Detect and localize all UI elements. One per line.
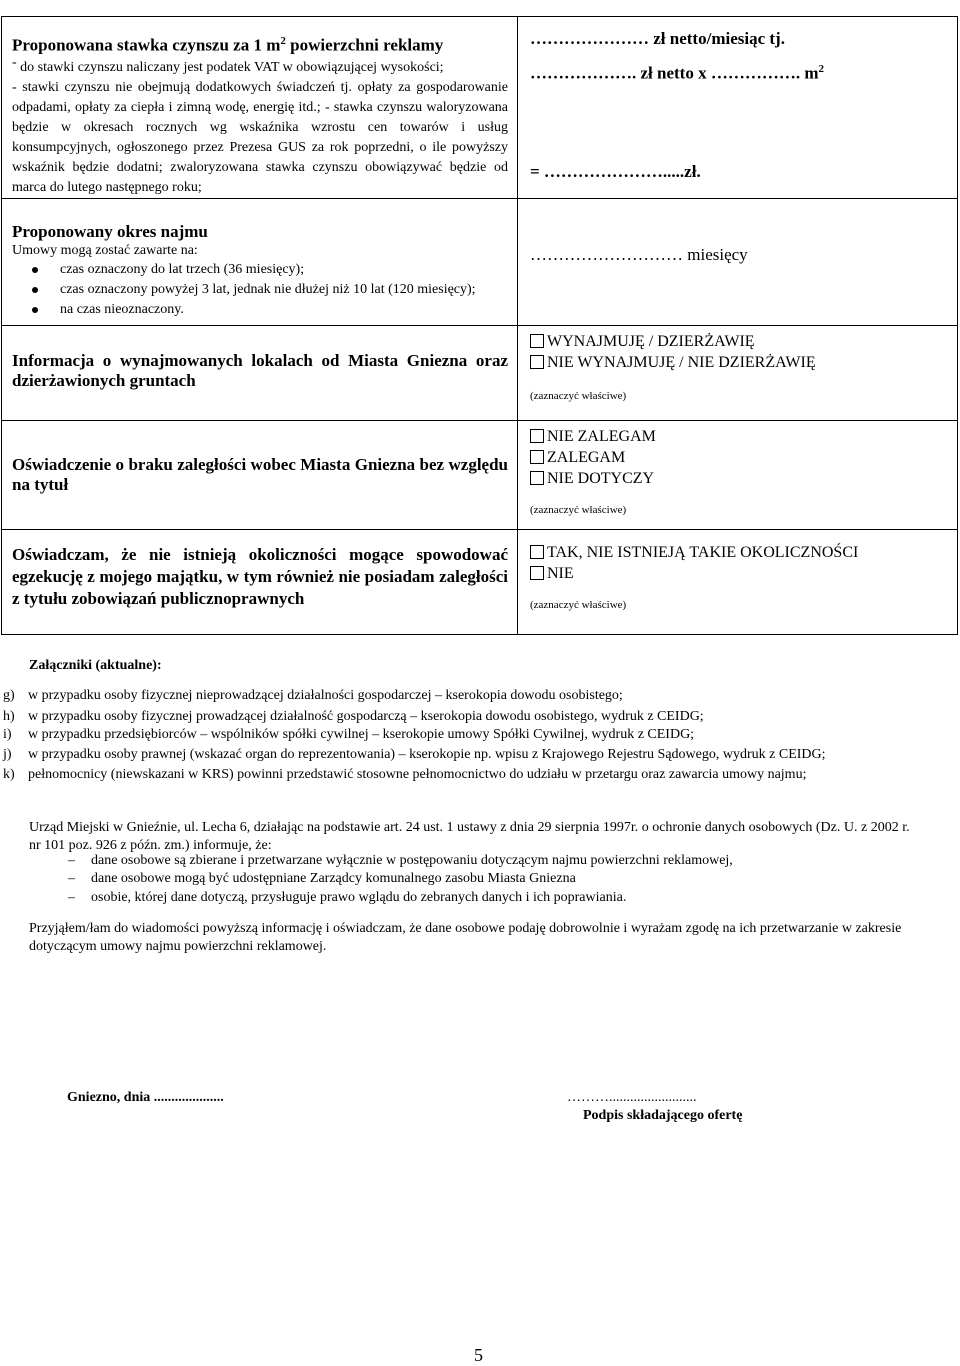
- rent-notes: - do stawki czynszu naliczany jest podatek VAT w obowiązującej wysokości; - stawki czynszu nie obejmują dodatkowych świadczeń tj. opłaty za gospodarowanie odpadami, opłaty za ciepła i zimną wodę, energię itd.; - stawka czynszu waloryzowana będzie w okresach rocznych wg wskaźnika wzrostu cen towarów i usług konsumpcyjnych, ogłoszonego przez Prezesa GUS za rok poprzedni, o ile powyższy wskaźnik będzie dodatni; zwaloryzowana stawka czynszu obowiązywać będzie od marca do lutego następnego roku;: [12, 54, 508, 195]
- offer-table: [1, 16, 958, 635]
- gdpr-line: Urząd Miejski w Gnieźnie, ul. Lecha 6, działając na podstawie art. 24 ust. 1 ustawy z dnia 29 sierpnia 1997r. o ochronie danych osobowych (Dz. U. z 2002 r.: [29, 820, 910, 835]
- rent-fields-cell: [518, 17, 958, 199]
- egzekucja-option[interactable]: TAK, NIE ISTNIEJĄ TAKIE OKOLICZNOŚCI: [530, 542, 947, 563]
- place-date-field[interactable]: Gniezno, dnia ....................: [67, 1090, 224, 1105]
- lokale-heading: Informacja o wynajmowanych lokalach od Miasta Gniezna oraz dzierżawionych gruntach: [12, 350, 508, 390]
- gdpr-item: – dane osobowe mogą być udostępniane Zarządcy komunalnego zasobu Miasta Gniezna: [68, 871, 576, 886]
- rent-monthly-field[interactable]: ………………… zł netto/miesiąc tj.: [530, 29, 785, 48]
- period-item: na czas nieoznaczony.: [12, 300, 508, 320]
- period-cell: [2, 198, 518, 325]
- zaleglosci-heading: Oświadczenie o braku zaległości wobec Miasta Gniezna bez względu na tytuł: [12, 454, 508, 494]
- attachments-heading: Załączniki (aktualne):: [29, 658, 162, 673]
- egzekucja-cell: [2, 529, 518, 634]
- consent-line: dotyczącym umowy najmu powierzchni reklamowej.: [29, 939, 327, 954]
- checkbox[interactable]: [530, 471, 544, 485]
- checkbox[interactable]: [530, 429, 544, 443]
- attachment-item: g) w przypadku osoby fizycznej nieprowadzącej działalności gospodarczej – kserokopia dowodu osobistego;: [3, 688, 623, 703]
- choose-note: (zaznaczyć właściwe): [530, 389, 627, 402]
- period-months-field[interactable]: ……………………… miesięcy: [530, 244, 748, 264]
- period-item: czas oznaczony powyżej 3 lat, jednak nie dłużej niż 10 lat (120 miesięcy);: [12, 280, 508, 300]
- period-intro: Umowy mogą zostać zawarte na:: [12, 242, 198, 258]
- period-heading: Proponowany okres najmu: [12, 221, 208, 241]
- lokale-option[interactable]: NIE WYNAJMUJĘ / NIE DZIERŻAWIĘ: [530, 352, 947, 373]
- gdpr-item: – osobie, której dane dotyczą, przysługuje prawo wglądu do zebranych danych i ich poprawiania.: [68, 890, 627, 905]
- checkbox[interactable]: [530, 334, 544, 348]
- rent-area-field[interactable]: ………………. zł netto x ……………. $m^2$: [530, 63, 825, 83]
- bullet-icon: [32, 307, 38, 313]
- choose-note: (zaznaczyć właściwe): [530, 598, 627, 611]
- attachment-item: h) w przypadku osoby fizycznej prowadzącej działalność gospodarczą – kserokopia dowodu osobistego, wydruk z CEIDG;: [3, 709, 704, 724]
- attachment-item: j) w przypadku osoby prawnej (wskazać organ do reprezentowania) – kserokopie np. wpisu z Krajowego Rejestru Sądowego, wydruk z CEIDG;: [3, 747, 826, 762]
- egzekucja-heading: Oświadczam, że nie istnieją okoliczności mogące spowodować egzekucję z mojego majątku, w tym również nie posiadam zaległości z tytułu zobowiązań publicznoprawnych: [12, 544, 508, 608]
- consent-line: Przyjąłem/łam do wiadomości powyższą informację i oświadczam, że dane osobowe podaję dobrowolnie i wyrażam zgodę na ich przetwarzanie w zakresie: [29, 921, 902, 936]
- lokale-option[interactable]: WYNAJMUJĘ / DZIERŻAWIĘ: [530, 331, 947, 352]
- attachment-item: k) pełnomocnicy (niewskazani w KRS) powinni przedstawić stosowne pełnomocnictwo do udziału w przetargu oraz zawarcia umowy najmu;: [3, 767, 807, 782]
- zaleglosci-options-cell: [518, 420, 958, 529]
- zaleglosci-cell: [2, 420, 518, 529]
- zaleglosci-option[interactable]: ZALEGAM: [530, 447, 947, 468]
- checkbox[interactable]: [530, 355, 544, 369]
- bullet-icon: [32, 287, 38, 293]
- checkbox[interactable]: [530, 545, 544, 559]
- page-number: 5: [474, 1345, 483, 1365]
- period-field-cell: [518, 198, 958, 325]
- rent-cell: [2, 17, 518, 199]
- zaleglosci-option[interactable]: NIE ZALEGAM: [530, 426, 947, 447]
- period-item: czas oznaczony do lat trzech (36 miesięcy);: [12, 260, 508, 280]
- lokale-options-cell: [518, 325, 958, 420]
- bullet-icon: [32, 267, 38, 273]
- checkbox[interactable]: [530, 450, 544, 464]
- rent-heading: Proponowana stawka czynszu za 1 $m^2$ powierzchni reklamy: [12, 35, 444, 55]
- zaleglosci-option[interactable]: NIE DOTYCZY: [530, 468, 947, 489]
- attachment-item: i) w przypadku przedsiębiorców – wspólników spółki cywilnej – kserokopie umowy Spółki Cywilnej, wydruk z CEIDG;: [3, 727, 695, 742]
- choose-note: (zaznaczyć właściwe): [530, 503, 627, 516]
- gdpr-item: – dane osobowe są zbierane i przetwarzane wyłącznie w postępowaniu dotyczącym najmu powierzchni reklamowej,: [68, 853, 733, 868]
- rent-total-field[interactable]: = ………………….....zł.: [530, 161, 701, 181]
- checkbox[interactable]: [530, 566, 544, 580]
- lokale-cell: [2, 325, 518, 420]
- signature-label: Podpis składającego ofertę: [583, 1108, 743, 1123]
- signature-line[interactable]: ……….........................: [567, 1090, 697, 1105]
- gdpr-line: nr 101 poz. 926 z późn. zm.) informuje, że:: [29, 838, 272, 853]
- egzekucja-options-cell: [518, 529, 958, 634]
- egzekucja-option[interactable]: NIE: [530, 563, 947, 584]
- period-list: [12, 260, 508, 320]
